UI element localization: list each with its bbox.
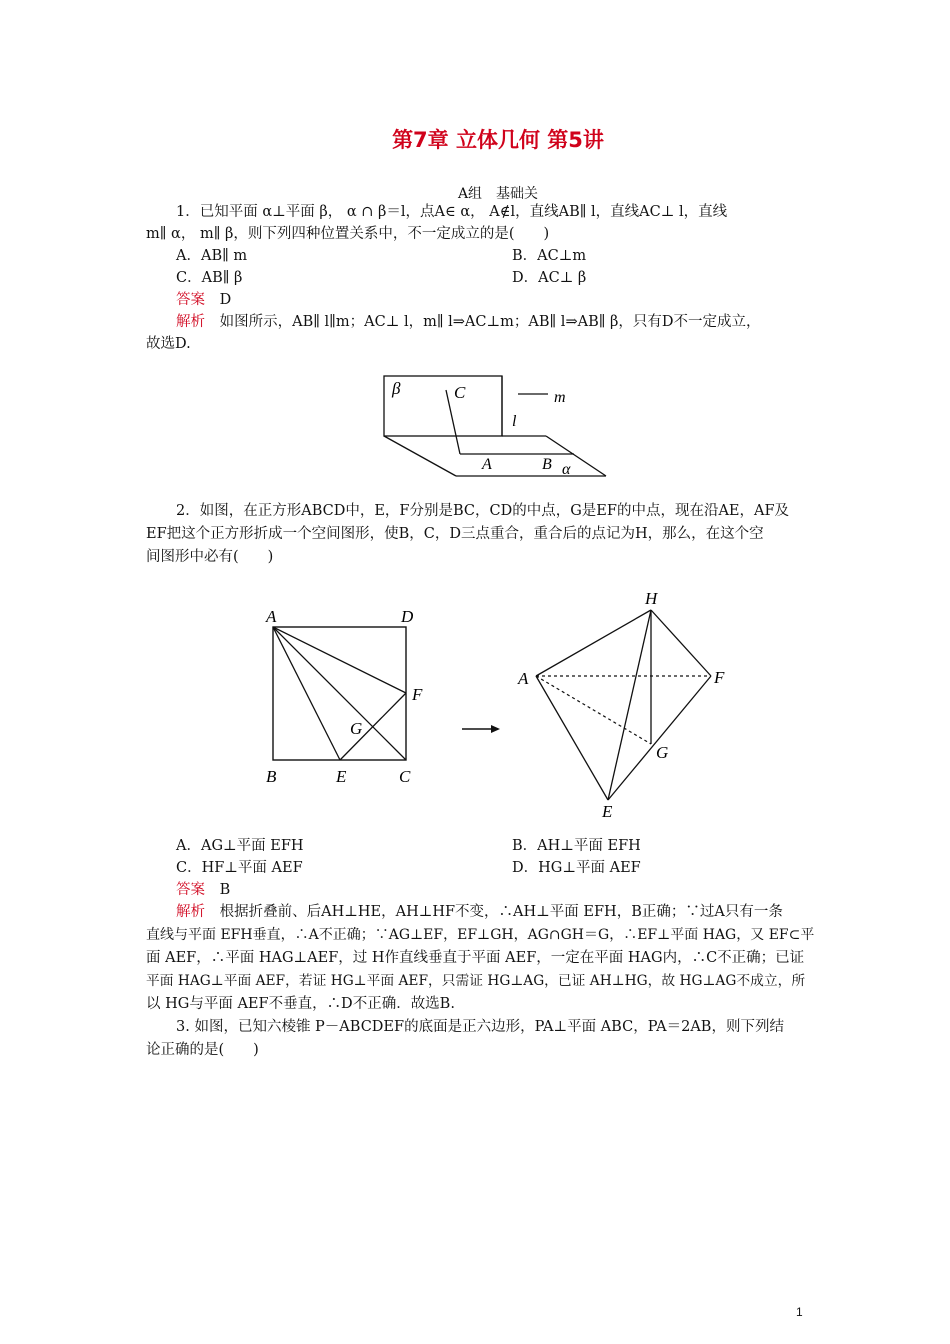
q2-analysis-line4: 平面 HAG⊥平面 AEF，若证 HG⊥平面 AEF，只需证 HG⊥AG，已证 AH⊥HG，故 HG⊥AG不成立，所 <box>146 973 806 989</box>
q2-analysis-label: 解析 <box>176 904 205 920</box>
q2-option-d: D．HG⊥平面 AEF <box>512 860 641 876</box>
edge-ah <box>536 610 651 676</box>
q2-analysis-line3: 面 AEF，∴平面 HAG⊥AEF，过 H作直线垂直于平面 AEF，一定在平面 HAG内，∴C不正确；已证 <box>146 950 805 966</box>
q2-answer: B <box>219 882 231 898</box>
diagonal-ac <box>273 627 406 760</box>
q2-analysis-row <box>176 901 783 923</box>
label-l: l <box>512 413 517 430</box>
q2-option-b: B．AH⊥平面 EFH <box>512 838 641 854</box>
q2-option-c: C．HF⊥平面 AEF <box>176 860 303 876</box>
q2-analysis-line2: 直线与平面 EFH垂直，∴A不正确；∵AG⊥EF，EF⊥GH，AG∩GH＝G，∴EF⊥平面 HAG，又 EF⊂平 <box>146 927 815 943</box>
label-m: m <box>554 389 566 406</box>
line-ae <box>273 627 340 760</box>
tet-label-f: F <box>714 668 725 687</box>
q1-analysis-row <box>176 311 761 333</box>
tet-label-a: A <box>518 669 529 688</box>
q2-option-a: A．AG⊥平面 EFH <box>176 838 304 854</box>
sq-label-g: G <box>350 719 363 738</box>
edge-eh <box>608 610 651 800</box>
tet-label-e: E <box>602 802 613 821</box>
tet-label-g: G <box>656 743 669 762</box>
tet-label-h: H <box>645 589 658 608</box>
q2-analysis-line1: 根据折叠前、后AH⊥HE，AH⊥HF不变，∴AH⊥平面 EFH，B正确；∵过A只有一条 <box>219 904 783 920</box>
q1-analysis-label: 解析 <box>176 314 205 330</box>
figure-2-folding <box>246 572 742 830</box>
label-beta: β <box>392 379 401 398</box>
q1-option-a: A．AB∥ m <box>176 248 248 264</box>
q3-line1: 3. 如图，已知六棱锥 P－ABCDEF的底面是正六边形，PA⊥平面 ABC，PA＝2AB，则下列结 <box>176 1019 784 1035</box>
group-heading: A组 基础关 <box>457 186 539 202</box>
q2-answer-row <box>176 879 230 901</box>
q2-answer-label: 答案 <box>176 882 205 898</box>
line-af <box>273 627 406 693</box>
label-b: B <box>542 456 552 473</box>
q1-option-c: C．AB∥ β <box>176 270 243 286</box>
edge-ef <box>608 676 711 800</box>
sq-label-c: C <box>399 767 411 786</box>
q1-line1: 1．已知平面 α⊥平面 β， α ∩ β＝l，点A∈ α， A∉l，直线AB∥ l，直线AC⊥ l，直线 <box>176 204 728 220</box>
q1-analysis-line2: 故选D. <box>146 336 191 352</box>
edge-hf <box>651 610 711 676</box>
q1-answer: D <box>219 292 232 308</box>
plane-alpha-left <box>384 436 456 476</box>
q1-analysis-line1: 如图所示，AB∥ l∥m；AC⊥ l，m∥ l⇒AC⊥m；AB∥ l⇒AB∥ β，只有D不一定成立， <box>219 314 761 330</box>
page-title: 第7章 立体几何 第5讲 <box>392 128 604 152</box>
label-c: C <box>454 383 466 402</box>
sq-label-d: D <box>401 607 414 626</box>
plane-alpha-right <box>546 436 606 476</box>
q1-answer-row <box>176 289 231 311</box>
q2-line2: EF把这个正方形折成一个空间图形，使B，C，D三点重合，重合后的点记为H，那么，在这个空 <box>146 526 764 542</box>
edge-ae <box>536 676 608 800</box>
q1-line2: m∥ α， m∥ β，则下列四种位置关系中，不一定成立的是( ) <box>146 226 550 242</box>
sq-label-a: A <box>266 607 277 626</box>
plane-beta-rect <box>384 376 502 436</box>
q2-analysis-line5: 以 HG与平面 AEF不垂直，∴D不正确．故选B. <box>146 996 455 1012</box>
q3-line2: 论正确的是( ) <box>146 1042 259 1058</box>
q1-option-b: B．AC⊥m <box>512 248 587 264</box>
label-alpha: α <box>562 461 571 478</box>
sq-label-e: E <box>336 767 347 786</box>
label-a: A <box>482 456 492 473</box>
sq-label-b: B <box>266 767 277 786</box>
arrow-head <box>491 725 500 733</box>
q2-line3: 间图形中必有( ) <box>146 549 274 565</box>
q1-answer-label: 答案 <box>176 292 205 308</box>
q2-line1: 2．如图，在正方形ABCD中，E，F分别是BC，CD的中点，G是EF的中点，现在沿AE，AF及 <box>176 503 790 519</box>
sq-label-f: F <box>412 685 423 704</box>
figure-1-planes <box>366 356 618 486</box>
q1-option-d: D．AC⊥ β <box>512 270 587 286</box>
page-number: 1 <box>796 1305 803 1319</box>
